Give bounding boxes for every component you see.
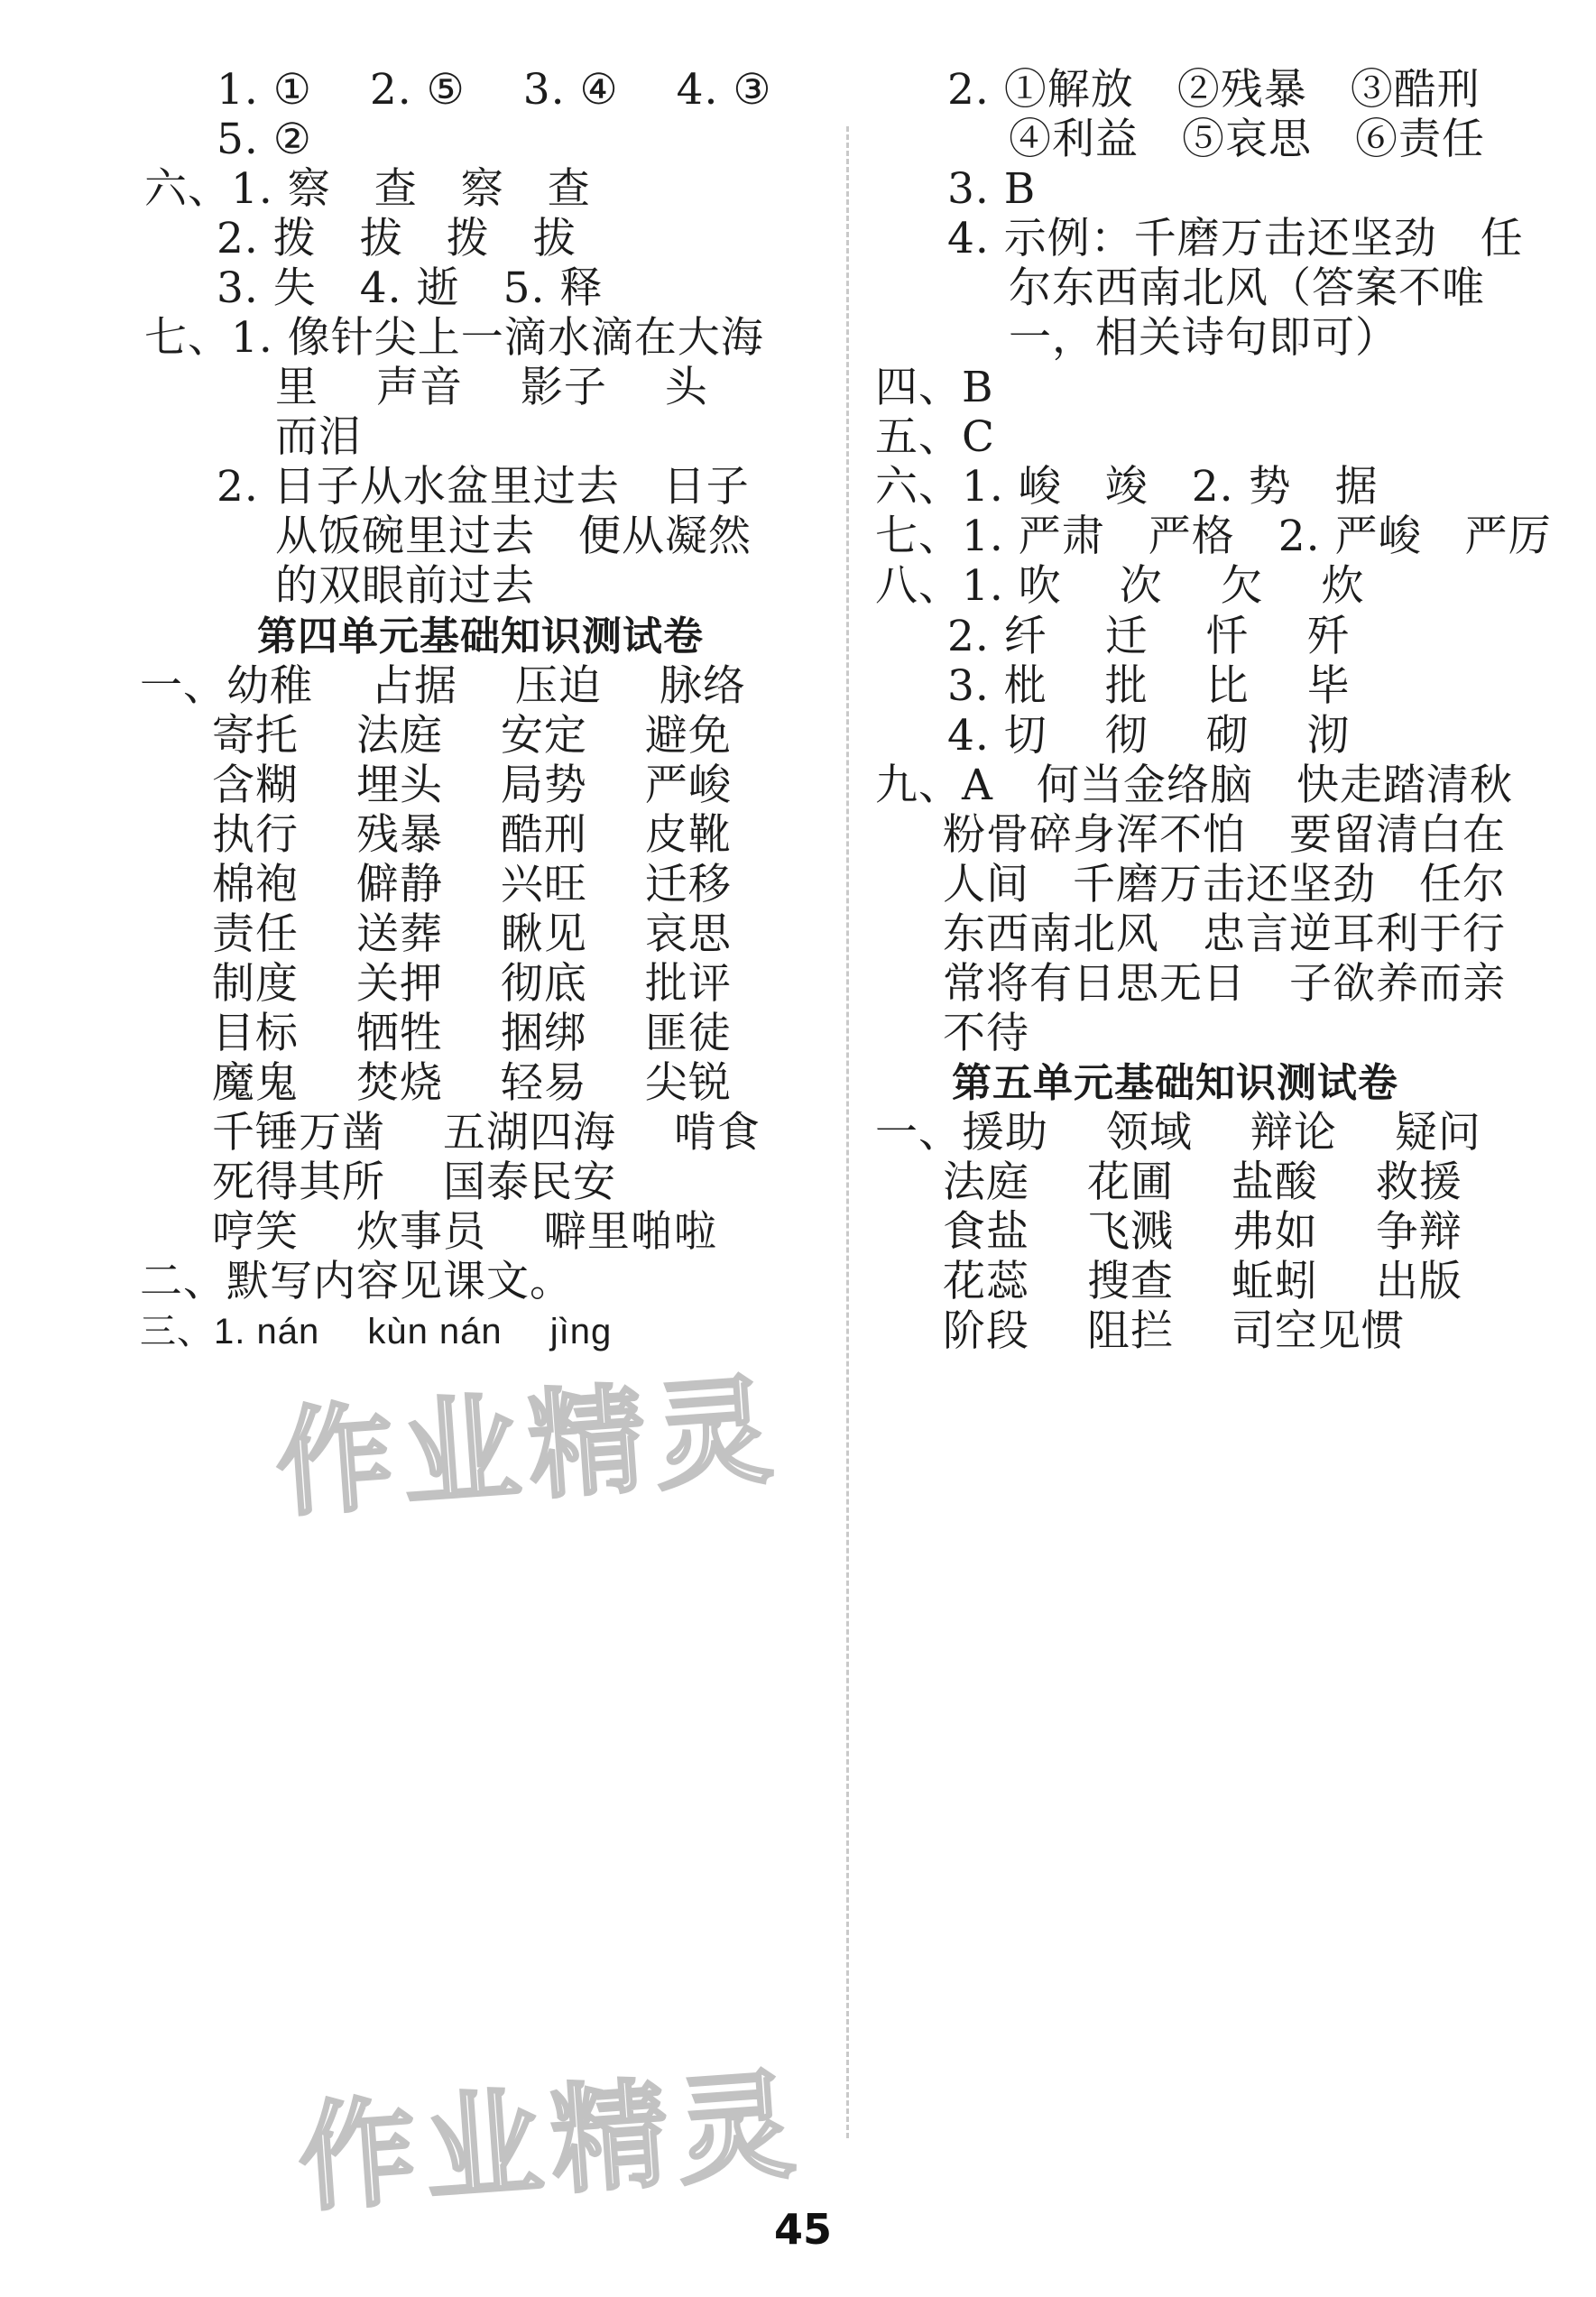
answer-line: 阶段 阻拦 司空见惯 — [943, 1306, 1405, 1356]
answer-line: 里 声音 影子 头 — [275, 363, 708, 412]
answer-line: ④利益 ⑤哀思 ⑥责任 — [1009, 115, 1485, 164]
answer-line: 八、1. 吹 次 欠 炊 — [875, 561, 1365, 611]
section-heading: 第五单元基础知识测试卷 — [952, 1060, 1398, 1106]
answer-line: 2. ①解放 ②残暴 ③酷刑 — [947, 65, 1481, 115]
watermark-logo: 作业精灵 — [294, 2055, 808, 2228]
answer-line: 尔东西南北风（答案不唯 — [1009, 263, 1485, 313]
answer-line: 五、C — [875, 412, 995, 462]
watermark-logo: 作业精灵 — [272, 1361, 786, 1534]
answer-line: 千锤万凿 五湖四海 啃食 — [212, 1108, 761, 1158]
answer-line: 3. 失 4. 逝 5. 释 — [217, 263, 604, 313]
answer-line: 一、幼稚 占据 压迫 脉络 — [140, 661, 746, 711]
page-number: 45 — [774, 2205, 833, 2254]
answer-line: 3. B — [947, 164, 1037, 214]
answer-line: 3. 枇 批 比 毕 — [947, 661, 1351, 711]
answer-line: 的双眼前过去 — [275, 561, 535, 611]
answer-line: 一、援助 领域 辩论 疑问 — [875, 1108, 1481, 1158]
answer-line: 执行 残暴 酷刑 皮靴 — [212, 810, 732, 860]
answer-line: 七、1. 像针尖上一滴水滴在大海 — [144, 313, 764, 363]
answer-line: 七、1. 严肃 严格 2. 严峻 严厉 — [875, 512, 1552, 561]
answer-line: 四、B — [875, 363, 994, 412]
answer-line: 六、1. 察 查 察 查 — [144, 164, 591, 214]
section-heading: 第四单元基础知识测试卷 — [257, 613, 704, 660]
answer-line: 制度 关押 彻底 批评 — [212, 959, 732, 1009]
answer-line: 花蕊 搜查 蚯蚓 出版 — [943, 1257, 1462, 1306]
answer-line: 1. ① 2. ⑤ 3. ④ 4. ③ — [217, 65, 772, 115]
answer-line: 人间 千磨万击还坚劲 任尔 — [943, 860, 1506, 909]
answer-line: 不待 — [943, 1009, 1029, 1058]
answer-line: 4. 示例：千磨万击还坚劲 任 — [947, 214, 1524, 263]
right-answer-column — [848, 0, 1596, 2237]
answer-line: 九、A 何当金络脑 快走踏清秋 — [875, 761, 1513, 810]
answer-line: 责任 送葬 瞅见 哀思 — [212, 909, 732, 959]
answer-line: 常将有日思无日 子欲养而亲 — [943, 959, 1506, 1009]
answer-line: 5. ② — [217, 115, 312, 164]
answer-line: 4. 切 彻 砌 沏 — [947, 711, 1351, 761]
answer-line: 哼笑 炊事员 噼里啪啦 — [212, 1207, 717, 1257]
answer-line: 法庭 花圃 盐酸 救援 — [943, 1158, 1462, 1207]
left-answer-column — [0, 0, 776, 2237]
answer-line: 粉骨碎身浑不怕 要留清白在 — [943, 810, 1506, 860]
answer-line: 目标 牺牲 捆绑 匪徒 — [212, 1009, 732, 1058]
answer-line: 死得其所 国泰民安 — [212, 1158, 616, 1207]
answer-line-pinyin: 三、1. nán kùn nán jìng — [140, 1312, 613, 1351]
answer-line: 2. 纤 迁 忏 歼 — [947, 612, 1351, 661]
answer-line: 食盐 飞溅 弗如 争辩 — [943, 1207, 1462, 1257]
answer-line: 棉袍 僻静 兴旺 迁移 — [212, 860, 732, 909]
answer-line: 2. 拨 拔 拨 拔 — [217, 214, 577, 263]
answer-line: 二、默写内容见课文。 — [140, 1257, 573, 1306]
answer-line: 含糊 埋头 局势 严峻 — [212, 761, 732, 810]
answer-line: 六、1. 峻 竣 2. 势 据 — [875, 462, 1379, 512]
answer-line: 而泪 — [275, 412, 362, 462]
answer-line: 从饭碗里过去 便从凝然 — [275, 512, 752, 561]
answer-line: 寄托 法庭 安定 避免 — [212, 711, 732, 761]
answer-line: 魔鬼 焚烧 轻易 尖锐 — [212, 1058, 732, 1108]
answer-line: 一，相关诗句即可） — [1009, 313, 1398, 363]
answer-line: 东西南北风 忠言逆耳利于行 — [943, 909, 1506, 959]
answer-line: 2. 日子从水盆里过去 日子 — [217, 462, 750, 512]
